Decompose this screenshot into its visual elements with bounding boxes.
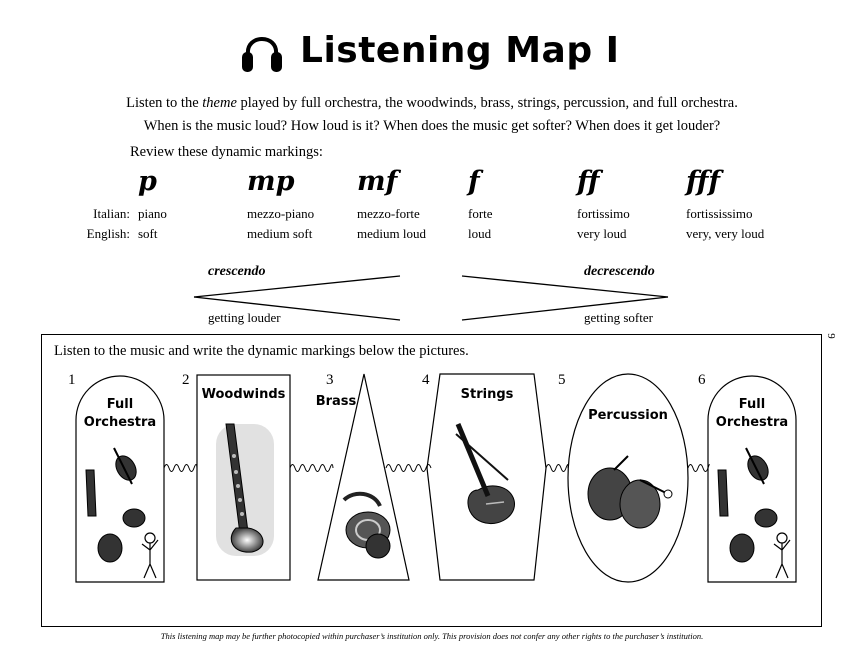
- section-number: 6: [698, 372, 706, 388]
- english-term: very, very loud: [686, 226, 765, 241]
- drums-icon: [584, 450, 674, 540]
- section-label: Strings: [460, 387, 514, 402]
- page-number: 9: [824, 333, 837, 339]
- section-label-line: Full: [106, 397, 134, 412]
- dynamic-symbol: mf: [357, 166, 398, 197]
- section-label: Percussion: [588, 408, 668, 423]
- intro-emphasis: theme: [202, 95, 237, 111]
- map-instruction: Listen to the music and write the dynamic markings below the pictures.: [54, 343, 469, 359]
- section-label-line: Orchestra: [83, 415, 157, 430]
- english-term: soft: [138, 226, 158, 241]
- section-label: [708, 396, 796, 432]
- french-horn-icon: [334, 480, 398, 560]
- dynamic-symbol: p: [138, 166, 157, 197]
- italian-term: fortississimo: [686, 206, 753, 221]
- section-number: 4: [422, 372, 430, 388]
- connector-wave: [546, 465, 568, 472]
- english-term: loud: [468, 226, 492, 241]
- italian-term: mezzo-piano: [247, 206, 315, 221]
- intro-text: played by full orchestra, the woodwinds, brass, strings, percussion, and full orchestra.: [236, 95, 738, 111]
- dynamic-symbol: mp: [247, 166, 295, 197]
- intro-line-1: [0, 95, 864, 112]
- connector-wave: [290, 465, 333, 472]
- review-label: Review these dynamic markings:: [130, 144, 323, 160]
- italian-term: forte: [468, 206, 493, 221]
- violin-icon: [448, 420, 528, 540]
- section-label: [76, 396, 164, 432]
- italian-term: mezzo-forte: [357, 206, 420, 221]
- section-label: Woodwinds: [201, 387, 286, 402]
- italian-term: piano: [138, 206, 167, 221]
- section-number: 1: [68, 372, 76, 388]
- headphones-icon: [240, 24, 284, 78]
- dynamic-symbol: fff: [686, 166, 720, 197]
- intro-line-2: When is the music loud? How loud is it? When does the music get softer? When does it get louder?: [143, 118, 721, 134]
- dynamic-symbol: ff: [577, 166, 600, 197]
- connector-wave: [688, 465, 709, 472]
- english-row-label: English:: [86, 226, 130, 241]
- clarinet-icon: [212, 420, 278, 560]
- section-label-line: Orchestra: [715, 415, 789, 430]
- italian-term: fortissimo: [577, 206, 630, 221]
- section-label: Brass: [315, 394, 357, 409]
- connector-wave: [386, 465, 431, 472]
- section-label-line: Full: [738, 397, 766, 412]
- orchestra-icon: [80, 440, 162, 580]
- decrescendo-label: decrescendo: [584, 264, 655, 279]
- english-term: medium loud: [357, 226, 426, 241]
- english-term: very loud: [577, 226, 627, 241]
- section-number: 3: [326, 372, 334, 388]
- connector-wave: [164, 465, 197, 472]
- decrescendo-meaning: getting softer: [584, 310, 653, 325]
- section-number: 5: [558, 372, 566, 388]
- intro-text: Listen to the: [126, 95, 203, 111]
- page-title: Listening Map I: [300, 30, 620, 71]
- section-number: 2: [182, 372, 190, 388]
- italian-row-label: Italian:: [93, 206, 130, 221]
- crescendo-label: crescendo: [208, 264, 266, 279]
- orchestra-icon: [712, 440, 794, 580]
- crescendo-meaning: getting louder: [208, 310, 281, 325]
- footer-note: This listening map may be further photocopied within purchaser’s institution only. This provision does not confer any other rights to the purchaser’s institution.: [160, 631, 704, 641]
- english-term: medium soft: [247, 226, 313, 241]
- dynamic-symbol: f: [468, 166, 480, 197]
